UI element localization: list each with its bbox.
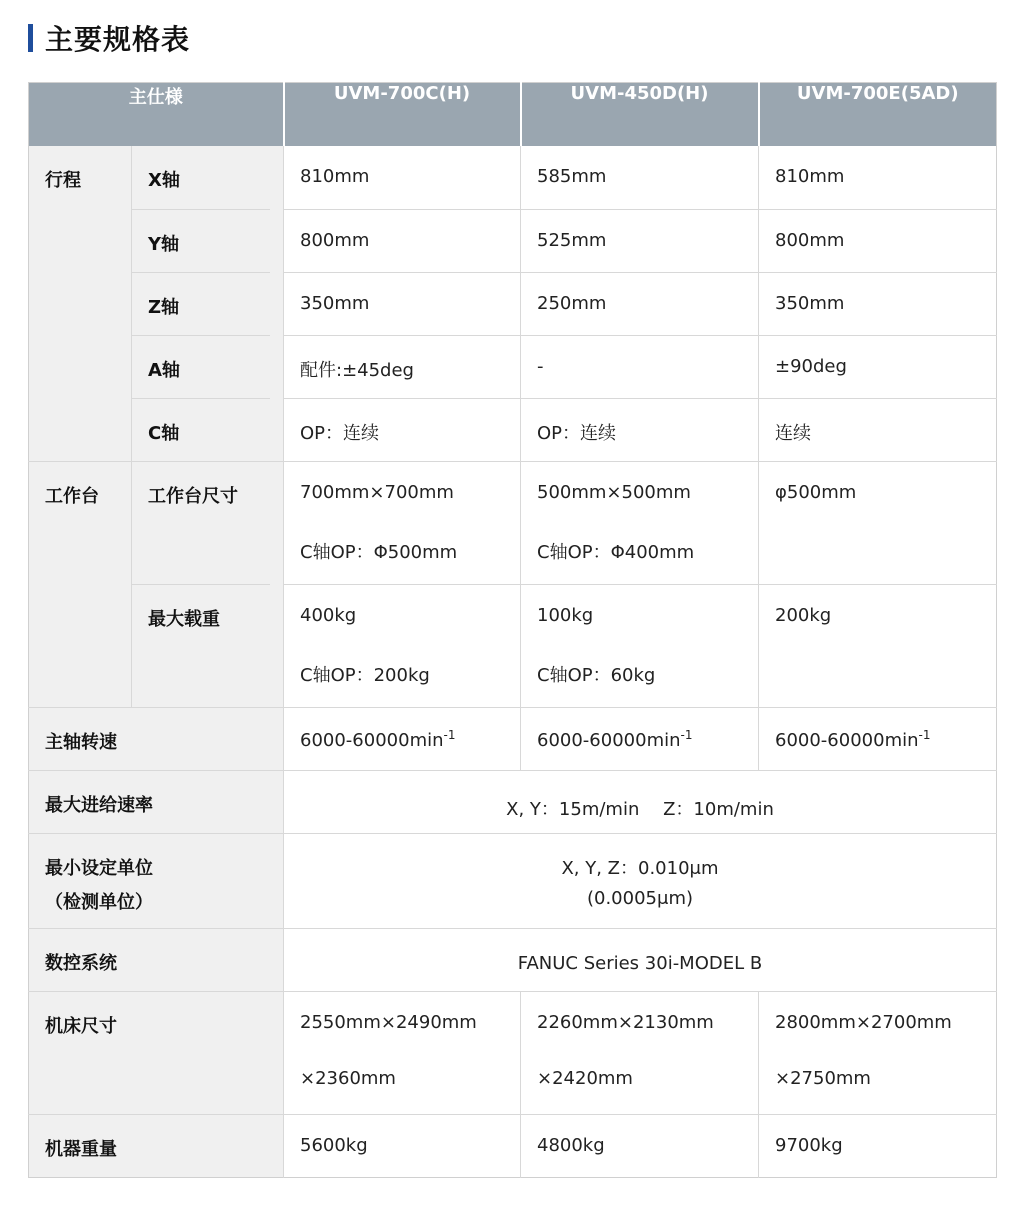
table-cell: - [521,335,759,398]
table-cell: 100kg C轴OP：60kg [521,584,759,707]
row-label-cnc: 数控系统 [29,928,270,991]
table-cell: 200kg [759,584,997,707]
axis-label: A轴 [132,335,270,398]
table-row [29,272,997,335]
table-cell: 2550mm×2490mm ×2360mm [284,991,521,1114]
table-cell: 350mm [759,272,997,335]
row-label-machine-size: 机床尺寸 [29,991,270,1114]
sub-label: 工作台尺寸 [132,461,270,584]
header-model: UVM-450D(H) [521,83,759,147]
table-row [29,991,997,1114]
table-row [29,335,997,398]
table-cell: 250mm [521,272,759,335]
table-cell: $6000-60000\min^{-1}$ [284,707,521,770]
table-cell: 800mm [759,209,997,272]
table-cell: 500mm×500mm C轴OP：Φ400mm [521,461,759,584]
row-label-travel: 行程 [29,146,132,461]
table-cell: 800mm [284,209,521,272]
table-cell: φ500mm [759,461,997,584]
table-cell: X, Y：15m/min Z：10m/min [284,770,997,833]
table-cell: 连续 [759,398,997,461]
table-cell: 9700kg [759,1114,997,1177]
table-row [29,398,997,461]
row-label-spindle: 主轴转速 [29,707,284,770]
table-row [29,928,997,991]
table-header-row [29,83,997,147]
axis-label: Y轴 [132,209,270,272]
table-cell: 4800kg [521,1114,759,1177]
table-row [29,707,997,770]
header-model: UVM-700E(5AD) [759,83,997,147]
table-row [29,833,997,928]
page-title: 主要规格表 [45,23,191,56]
table-cell: 585mm [521,146,759,209]
table-cell: $6000-60000\min^{-1}$ [521,707,759,770]
table-cell: ±90deg [759,335,997,398]
table-row [29,1114,997,1177]
table-cell: 350mm [284,272,521,335]
table-row [29,209,997,272]
axis-label: X轴 [132,146,270,209]
table-row [29,584,997,707]
row-label-weight: 机器重量 [29,1114,270,1177]
table-cell: 配件:±45deg [284,335,521,398]
section-title [28,20,190,56]
header-spec: 主仕様 [29,83,284,147]
table-row [29,770,997,833]
spec-table [28,82,997,1178]
title-accent-bar [28,24,33,52]
table-cell: 810mm [284,146,521,209]
axis-label: Z轴 [132,272,270,335]
table-cell: OP：连续 [521,398,759,461]
table-cell: 5600kg [284,1114,521,1177]
table-cell: FANUC Series 30i-MODEL B [284,928,997,991]
table-cell: 2800mm×2700mm ×2750mm [759,991,997,1114]
sub-label: 最大载重 [132,584,270,707]
table-cell: 2260mm×2130mm ×2420mm [521,991,759,1114]
table-cell: 400kg C轴OP：200kg [284,584,521,707]
table-cell: 525mm [521,209,759,272]
row-label-feed: 最大进给速率 [29,770,270,833]
row-label-unit: 最小设定单位 （检测单位） [29,833,270,928]
table-row [29,146,997,209]
table-cell: $6000-60000\min^{-1}$ [759,707,997,770]
table-cell: 810mm [759,146,997,209]
table-row [29,461,997,584]
axis-label: C轴 [132,398,270,461]
header-model: UVM-700C(H) [284,83,521,147]
table-cell: 700mm×700mm C轴OP：Φ500mm [284,461,521,584]
table-cell: X, Y, Z：0.010μm (0.0005μm) [284,833,997,928]
row-label-table: 工作台 [29,461,132,707]
table-cell: OP：连续 [284,398,521,461]
